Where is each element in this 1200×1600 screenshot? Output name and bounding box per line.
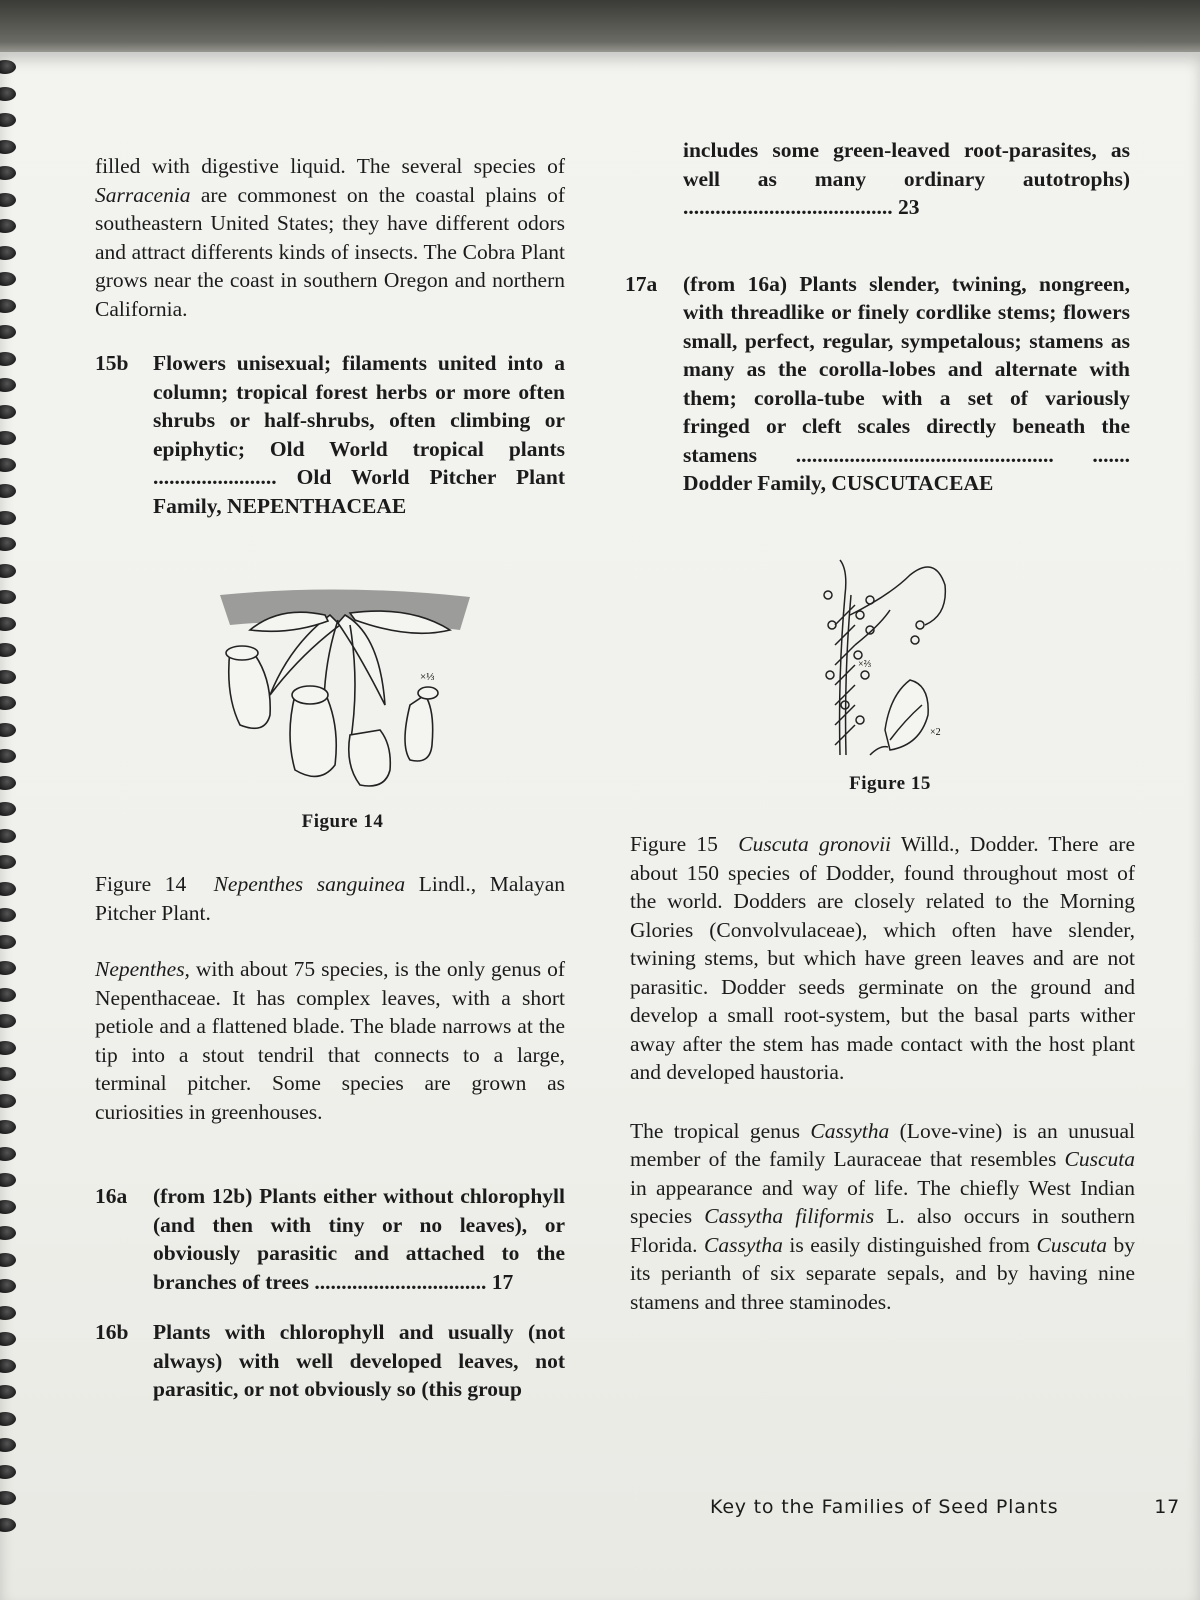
binding-ring bbox=[0, 219, 16, 233]
binding-ring bbox=[0, 1279, 16, 1293]
text: The tropical genus bbox=[630, 1118, 811, 1143]
leader-dots: ....................................... bbox=[683, 195, 898, 219]
key-text bbox=[153, 1182, 565, 1296]
binding-ring bbox=[0, 484, 16, 498]
figure-label: Figure 15 bbox=[849, 773, 931, 794]
key-description: includes some green-leaved root-parasites, as well as many ordinary autotrophs) bbox=[683, 138, 1130, 191]
leader-dots: ....................... bbox=[153, 465, 297, 489]
binding-ring bbox=[0, 193, 16, 207]
spiral-binding bbox=[0, 60, 22, 1600]
paragraph-sarracenia bbox=[95, 152, 565, 323]
key-text bbox=[683, 270, 1130, 498]
key-target: 17 bbox=[491, 1269, 514, 1294]
binding-ring bbox=[0, 1385, 16, 1399]
binding-ring bbox=[0, 272, 16, 286]
key-target: Dodder Family, CUSCUTACEAE bbox=[683, 471, 994, 495]
binding-ring bbox=[0, 431, 16, 445]
leader-dots: ................................................ ....... bbox=[795, 442, 1130, 467]
binding-ring bbox=[0, 1067, 16, 1081]
figure-label: Figure 14 bbox=[301, 811, 384, 832]
binding-ring bbox=[0, 855, 16, 869]
binding-ring bbox=[0, 1173, 16, 1187]
binding-ring bbox=[0, 1094, 16, 1108]
binding-ring bbox=[0, 1147, 16, 1161]
running-head: Key to the Families of Seed Plants bbox=[710, 1496, 1059, 1518]
binding-ring bbox=[0, 352, 16, 366]
key-description: Flowers unisexual; filaments united into a column; tropical forest herbs or more often shrubs or half-shrubs, often climbing or epiphytic; Old World tropical plants bbox=[153, 351, 565, 461]
binding-ring bbox=[0, 405, 16, 419]
binding-ring bbox=[0, 325, 16, 339]
binding-ring bbox=[0, 935, 16, 949]
binding-ring bbox=[0, 1491, 16, 1505]
binding-ring bbox=[0, 988, 16, 1002]
text: in appearance and way of life. The chiefly West Indian species bbox=[630, 1175, 1135, 1228]
paragraph-cassytha bbox=[630, 1117, 1135, 1317]
key-entry-16b bbox=[95, 1318, 565, 1404]
binding-ring bbox=[0, 670, 16, 684]
key-entry-16a bbox=[95, 1182, 565, 1296]
dodder-illustration bbox=[810, 555, 970, 760]
key-text bbox=[683, 136, 1130, 222]
key-code-blank bbox=[625, 136, 683, 222]
binding-ring bbox=[0, 882, 16, 896]
right-column bbox=[625, 136, 1130, 498]
left-column-lower bbox=[95, 870, 565, 1404]
caption-label: Figure 15 bbox=[630, 832, 718, 856]
binding-ring bbox=[0, 1200, 16, 1214]
binding-ring bbox=[0, 1306, 16, 1320]
text: Willd., Dodder. There are about 150 species of Dodder, found throughout most of the world. Dodders are closely related to the Morning Glories (Convolvulaceae), which often have slender, twining stems, but which have green leaves and are not parasitic. Dodder seeds germinate on the ground and develop a small root-system, but the basal parts wither away after the stem has made contact with the host plant and developed haustoria. bbox=[630, 832, 1135, 1084]
binding-ring bbox=[0, 246, 16, 260]
left-column bbox=[95, 152, 565, 520]
binding-ring bbox=[0, 299, 16, 313]
binding-ring bbox=[0, 776, 16, 790]
binding-ring bbox=[0, 643, 16, 657]
binding-ring bbox=[0, 749, 16, 763]
key-description: Plants with chlorophyll and usually (not always) with well developed leaves, not parasitic, or not obviously so (this group bbox=[153, 1320, 565, 1401]
binding-ring bbox=[0, 564, 16, 578]
caption-label: Figure 14 bbox=[95, 872, 187, 896]
binding-ring bbox=[0, 1226, 16, 1240]
binding-ring bbox=[0, 1332, 16, 1346]
italic-text: Sarracenia bbox=[95, 182, 191, 207]
binding-ring bbox=[0, 87, 16, 101]
binding-ring bbox=[0, 140, 16, 154]
binding-ring bbox=[0, 1412, 16, 1426]
binding-ring bbox=[0, 1041, 16, 1055]
page-footer bbox=[710, 1496, 1180, 1518]
italic-text: Cuscuta bbox=[1064, 1147, 1135, 1171]
text: filled with digestive liquid. The several species of bbox=[95, 154, 565, 178]
key-description: (from 16a) Plants slender, twining, nongreen, with threadlike or finely cordlike stems; flowers small, perfect, regular, sympetalous; stamens as many as the corolla-lobes and alternate with them; corolla-tube with a set of variously fringed or cleft scales directly beneath the stamens bbox=[683, 271, 1130, 467]
binding-ring bbox=[0, 617, 16, 631]
key-entry-17a bbox=[625, 270, 1130, 498]
binding-ring bbox=[0, 961, 16, 975]
leader-dots: ................................ bbox=[314, 1269, 492, 1294]
italic-text: Cassytha filiformis bbox=[704, 1204, 875, 1228]
binding-ring bbox=[0, 723, 16, 737]
binding-ring bbox=[0, 60, 16, 74]
binding-ring bbox=[0, 829, 16, 843]
italic-text: Cassytha bbox=[704, 1232, 783, 1257]
figure-15-caption bbox=[630, 830, 1135, 1087]
right-column-lower bbox=[630, 830, 1135, 1316]
text: is easily distinguished from bbox=[782, 1232, 1037, 1257]
binding-ring bbox=[0, 908, 16, 922]
binding-ring bbox=[0, 802, 16, 816]
key-entry-15b bbox=[95, 349, 565, 520]
page-number: 17 bbox=[1154, 1496, 1180, 1518]
binding-ring bbox=[0, 1359, 16, 1373]
text: (Love-vine) is an unusual member of the family Lauraceae that resembles bbox=[630, 1118, 1135, 1171]
key-code: 16b bbox=[95, 1320, 129, 1344]
text: are commonest on the coastal plains of southeastern United States; they have different odors and attract differents kinds of insects. The Cobra Plant grows near the coast in southern Oregon and northern California. bbox=[95, 182, 565, 321]
figure-15 bbox=[810, 555, 970, 805]
figure-14 bbox=[210, 585, 475, 845]
binding-ring bbox=[0, 1253, 16, 1267]
binding-ring bbox=[0, 458, 16, 472]
binding-ring bbox=[0, 590, 16, 604]
binding-ring bbox=[0, 1438, 16, 1452]
text: with about 75 species, is the only genus of Nepenthaceae. It has complex leaves, with a short petiole and a flattened blade. The blade narrows at the tip into a stout tendril that connects to a large, terminal pitcher. Some species are grown as curiosities in greenhouses. bbox=[95, 957, 565, 1124]
background-surface bbox=[0, 0, 1200, 60]
key-text bbox=[153, 349, 565, 520]
text: by its perianth of six separate sepals, and by having nine stamens and three staminodes. bbox=[630, 1232, 1136, 1314]
binding-ring bbox=[0, 537, 16, 551]
italic-text: Cuscuta gronovii bbox=[738, 832, 892, 856]
italic-text: Cassytha bbox=[810, 1118, 890, 1143]
binding-ring bbox=[0, 696, 16, 710]
binding-ring bbox=[0, 1120, 16, 1134]
italic-text: Nepenthes, bbox=[95, 957, 190, 981]
binding-ring bbox=[0, 166, 16, 180]
key-target: Old World Pitcher Plant Family, NEPENTHACEAE bbox=[153, 465, 565, 518]
text: Lindl., Malayan Pitcher Plant. bbox=[95, 872, 565, 925]
paragraph-nepenthes bbox=[95, 955, 565, 1126]
key-code: 16a bbox=[95, 1184, 128, 1208]
italic-text: Nepenthes sanguinea bbox=[213, 872, 406, 896]
key-code: 15b bbox=[95, 351, 129, 375]
key-code: 17a bbox=[625, 271, 658, 296]
italic-text: Cuscuta bbox=[1036, 1232, 1107, 1257]
key-target: 23 bbox=[898, 195, 920, 219]
scale-label: ×⅓ bbox=[420, 671, 435, 683]
key-description: (from 12b) Plants either without chlorophyll (and then with tiny or no leaves), or obviously parasitic and attached to the branches of trees bbox=[153, 1184, 565, 1294]
binding-ring bbox=[0, 511, 16, 525]
binding-ring bbox=[0, 113, 16, 127]
binding-ring bbox=[0, 1465, 16, 1479]
binding-ring bbox=[0, 378, 16, 392]
scale-label: ×2 bbox=[930, 727, 941, 738]
key-entry-continued bbox=[625, 136, 1130, 222]
binding-ring bbox=[0, 1518, 16, 1532]
scale-label: ×⅔ bbox=[858, 659, 872, 670]
figure-14-caption bbox=[95, 870, 565, 927]
binding-ring bbox=[0, 1014, 16, 1028]
text: L. also occurs in southern Florida. bbox=[630, 1204, 1135, 1257]
pitcher-plant-illustration bbox=[210, 585, 475, 800]
